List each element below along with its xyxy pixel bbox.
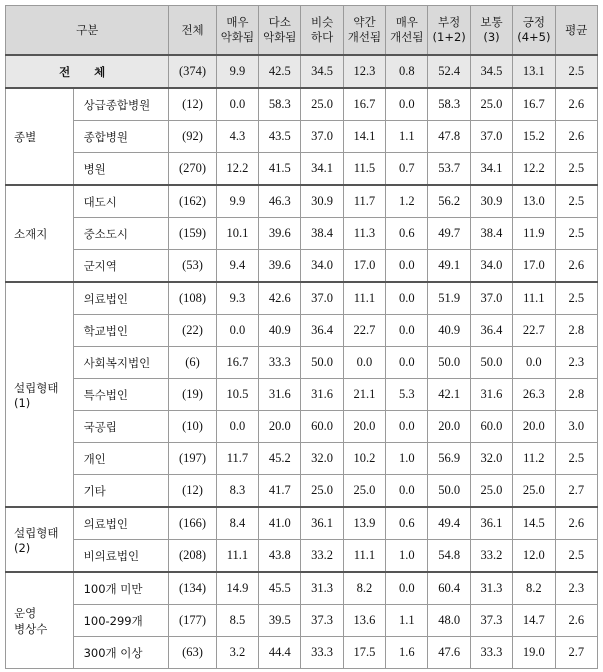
group-category: 설립형태 (2) (6, 507, 74, 572)
row-n: (197) (169, 443, 216, 475)
row-value: 2.3 (555, 572, 598, 605)
row-value: 8.5 (216, 605, 258, 637)
table-row (6, 507, 598, 540)
row-value: 50.0 (428, 475, 470, 508)
row-value: 26.3 (513, 379, 555, 411)
row-n: (22) (169, 315, 216, 347)
row-value: 2.6 (555, 88, 598, 121)
row-n: (63) (169, 637, 216, 669)
row-value: 47.6 (428, 637, 470, 669)
total-value: 34.5 (470, 55, 512, 88)
row-value: 31.6 (301, 379, 343, 411)
row-n: (134) (169, 572, 216, 605)
row-value: 13.9 (343, 507, 385, 540)
row-value: 25.0 (301, 475, 343, 508)
row-value: 3.0 (555, 411, 598, 443)
group-category: 설립형태 (1) (6, 282, 74, 507)
row-value: 10.2 (343, 443, 385, 475)
row-value: 39.6 (259, 218, 301, 250)
row-value: 58.3 (259, 88, 301, 121)
row-value: 56.2 (428, 185, 470, 218)
row-value: 31.6 (470, 379, 512, 411)
row-value: 2.5 (555, 218, 598, 250)
row-value: 2.8 (555, 379, 598, 411)
row-value: 19.0 (513, 637, 555, 669)
header-col: 평균 (555, 6, 598, 56)
row-value: 14.5 (513, 507, 555, 540)
survey-table (5, 5, 598, 669)
table-row (6, 379, 598, 411)
row-value: 3.2 (216, 637, 258, 669)
row-value: 38.4 (470, 218, 512, 250)
row-value: 0.0 (386, 250, 428, 283)
total-value: 2.5 (555, 55, 598, 88)
row-value: 2.5 (555, 282, 598, 315)
row-value: 20.0 (343, 411, 385, 443)
table-row (6, 282, 598, 315)
row-value: 4.3 (216, 121, 258, 153)
header-col: 약간 개선됨 (343, 6, 385, 56)
row-label: 100개 미만 (73, 572, 169, 605)
header-row (6, 6, 598, 56)
table-row (6, 475, 598, 508)
row-value: 33.3 (470, 637, 512, 669)
row-n: (12) (169, 88, 216, 121)
row-value: 11.9 (513, 218, 555, 250)
total-row (6, 55, 598, 88)
row-value: 37.0 (301, 282, 343, 315)
row-n: (208) (169, 540, 216, 573)
row-value: 60.4 (428, 572, 470, 605)
row-value: 2.5 (555, 443, 598, 475)
row-value: 34.0 (301, 250, 343, 283)
row-value: 11.3 (343, 218, 385, 250)
row-value: 0.0 (386, 475, 428, 508)
header-division: 구분 (6, 6, 169, 56)
row-value: 10.1 (216, 218, 258, 250)
row-value: 0.6 (386, 507, 428, 540)
row-value: 37.3 (301, 605, 343, 637)
row-value: 34.1 (470, 153, 512, 186)
table-row (6, 315, 598, 347)
row-value: 17.5 (343, 637, 385, 669)
row-value: 17.0 (343, 250, 385, 283)
header-col: 부정 (1+2) (428, 6, 470, 56)
row-value: 16.7 (343, 88, 385, 121)
row-value: 25.0 (513, 475, 555, 508)
row-value: 30.9 (301, 185, 343, 218)
row-value: 33.2 (301, 540, 343, 573)
row-value: 13.6 (343, 605, 385, 637)
row-value: 1.2 (386, 185, 428, 218)
row-value: 11.1 (343, 282, 385, 315)
row-value: 0.0 (216, 315, 258, 347)
row-n: (12) (169, 475, 216, 508)
row-value: 60.0 (470, 411, 512, 443)
row-value: 11.7 (343, 185, 385, 218)
row-value: 43.8 (259, 540, 301, 573)
row-value: 1.1 (386, 121, 428, 153)
row-value: 16.7 (513, 88, 555, 121)
total-value: 12.3 (343, 55, 385, 88)
row-value: 9.4 (216, 250, 258, 283)
row-value: 39.6 (259, 250, 301, 283)
row-label: 비의료법인 (73, 540, 169, 573)
row-n: (162) (169, 185, 216, 218)
row-value: 34.1 (301, 153, 343, 186)
row-value: 53.7 (428, 153, 470, 186)
row-value: 31.3 (470, 572, 512, 605)
row-value: 33.2 (470, 540, 512, 573)
total-value: 34.5 (301, 55, 343, 88)
row-n: (6) (169, 347, 216, 379)
row-value: 39.5 (259, 605, 301, 637)
row-value: 49.1 (428, 250, 470, 283)
row-value: 11.1 (343, 540, 385, 573)
table-row (6, 443, 598, 475)
row-value: 32.0 (301, 443, 343, 475)
row-value: 0.0 (216, 411, 258, 443)
row-label: 대도시 (73, 185, 169, 218)
row-value: 45.5 (259, 572, 301, 605)
row-value: 0.6 (386, 218, 428, 250)
row-value: 54.8 (428, 540, 470, 573)
row-value: 2.7 (555, 637, 598, 669)
total-label: 전 체 (6, 55, 169, 88)
row-label: 군지역 (73, 250, 169, 283)
row-value: 41.0 (259, 507, 301, 540)
row-label: 300개 이상 (73, 637, 169, 669)
row-value: 30.9 (470, 185, 512, 218)
row-label: 기타 (73, 475, 169, 508)
total-value: 52.4 (428, 55, 470, 88)
row-value: 34.0 (470, 250, 512, 283)
row-value: 60.0 (301, 411, 343, 443)
row-value: 49.4 (428, 507, 470, 540)
row-value: 12.2 (513, 153, 555, 186)
row-value: 36.1 (301, 507, 343, 540)
row-n: (159) (169, 218, 216, 250)
row-value: 37.0 (470, 282, 512, 315)
header-col: 긍정 (4+5) (513, 6, 555, 56)
row-value: 1.1 (386, 605, 428, 637)
table-row (6, 250, 598, 283)
table-row (6, 218, 598, 250)
row-label: 종합병원 (73, 121, 169, 153)
row-n: (92) (169, 121, 216, 153)
group-category: 운영 병상수 (6, 572, 74, 669)
row-n: (19) (169, 379, 216, 411)
group-category: 소재지 (6, 185, 74, 282)
row-value: 14.7 (513, 605, 555, 637)
row-value: 58.3 (428, 88, 470, 121)
row-label: 특수법인 (73, 379, 169, 411)
row-value: 22.7 (343, 315, 385, 347)
row-value: 11.2 (513, 443, 555, 475)
row-value: 40.9 (428, 315, 470, 347)
row-value: 2.7 (555, 475, 598, 508)
row-value: 17.0 (513, 250, 555, 283)
row-value: 2.5 (555, 185, 598, 218)
total-value: 9.9 (216, 55, 258, 88)
row-value: 9.9 (216, 185, 258, 218)
total-value: 42.5 (259, 55, 301, 88)
row-value: 2.6 (555, 121, 598, 153)
row-value: 50.0 (470, 347, 512, 379)
row-value: 0.7 (386, 153, 428, 186)
row-value: 42.6 (259, 282, 301, 315)
row-value: 32.0 (470, 443, 512, 475)
table-row (6, 605, 598, 637)
row-value: 5.3 (386, 379, 428, 411)
row-value: 8.2 (343, 572, 385, 605)
header-col: 보통 (3) (470, 6, 512, 56)
row-value: 46.3 (259, 185, 301, 218)
row-label: 국공립 (73, 411, 169, 443)
row-value: 36.4 (301, 315, 343, 347)
row-value: 47.8 (428, 121, 470, 153)
row-value: 37.0 (301, 121, 343, 153)
row-value: 14.9 (216, 572, 258, 605)
row-value: 2.6 (555, 507, 598, 540)
row-label: 중소도시 (73, 218, 169, 250)
row-value: 36.4 (470, 315, 512, 347)
row-n: (10) (169, 411, 216, 443)
row-value: 0.0 (216, 88, 258, 121)
row-value: 2.6 (555, 605, 598, 637)
row-value: 40.9 (259, 315, 301, 347)
row-value: 50.0 (301, 347, 343, 379)
row-n: (177) (169, 605, 216, 637)
row-value: 15.2 (513, 121, 555, 153)
row-value: 20.0 (513, 411, 555, 443)
row-value: 1.0 (386, 540, 428, 573)
row-value: 0.0 (386, 315, 428, 347)
row-label: 학교법인 (73, 315, 169, 347)
row-value: 20.0 (428, 411, 470, 443)
row-n: (53) (169, 250, 216, 283)
row-value: 8.2 (513, 572, 555, 605)
row-value: 0.0 (386, 572, 428, 605)
row-value: 50.0 (428, 347, 470, 379)
row-value: 11.5 (343, 153, 385, 186)
row-label: 의료법인 (73, 282, 169, 315)
row-n: (108) (169, 282, 216, 315)
table-row (6, 347, 598, 379)
row-value: 1.0 (386, 443, 428, 475)
table-row (6, 572, 598, 605)
row-value: 0.0 (386, 347, 428, 379)
row-value: 2.8 (555, 315, 598, 347)
row-value: 43.5 (259, 121, 301, 153)
row-label: 사회복지법인 (73, 347, 169, 379)
row-value: 16.7 (216, 347, 258, 379)
row-value: 48.0 (428, 605, 470, 637)
row-value: 25.0 (301, 88, 343, 121)
row-label: 100-299개 (73, 605, 169, 637)
row-value: 21.1 (343, 379, 385, 411)
row-value: 11.7 (216, 443, 258, 475)
row-value: 31.6 (259, 379, 301, 411)
table-row (6, 185, 598, 218)
row-value: 12.0 (513, 540, 555, 573)
total-value: 13.1 (513, 55, 555, 88)
row-value: 14.1 (343, 121, 385, 153)
row-value: 33.3 (301, 637, 343, 669)
total-n: (374) (169, 55, 216, 88)
row-value: 37.0 (470, 121, 512, 153)
row-n: (166) (169, 507, 216, 540)
row-value: 36.1 (470, 507, 512, 540)
row-value: 25.0 (470, 475, 512, 508)
row-value: 0.0 (343, 347, 385, 379)
row-value: 9.3 (216, 282, 258, 315)
row-value: 8.3 (216, 475, 258, 508)
row-value: 11.1 (513, 282, 555, 315)
header-col: 비슷 하다 (301, 6, 343, 56)
row-value: 2.6 (555, 250, 598, 283)
row-value: 42.1 (428, 379, 470, 411)
table-row (6, 153, 598, 186)
row-value: 2.5 (555, 540, 598, 573)
row-value: 33.3 (259, 347, 301, 379)
total-value: 0.8 (386, 55, 428, 88)
table-row (6, 88, 598, 121)
row-value: 8.4 (216, 507, 258, 540)
header-col: 매우 악화됨 (216, 6, 258, 56)
row-value: 45.2 (259, 443, 301, 475)
row-value: 2.3 (555, 347, 598, 379)
header-col: 다소 악화됨 (259, 6, 301, 56)
row-value: 49.7 (428, 218, 470, 250)
row-value: 56.9 (428, 443, 470, 475)
table-row (6, 411, 598, 443)
row-label: 의료법인 (73, 507, 169, 540)
table-row (6, 121, 598, 153)
row-value: 38.4 (301, 218, 343, 250)
group-category: 종별 (6, 88, 74, 185)
table-row (6, 637, 598, 669)
row-value: 20.0 (259, 411, 301, 443)
row-value: 12.2 (216, 153, 258, 186)
row-label: 개인 (73, 443, 169, 475)
row-value: 37.3 (470, 605, 512, 637)
row-value: 22.7 (513, 315, 555, 347)
row-value: 1.6 (386, 637, 428, 669)
row-n: (270) (169, 153, 216, 186)
table-row (6, 540, 598, 573)
row-value: 41.5 (259, 153, 301, 186)
row-value: 25.0 (343, 475, 385, 508)
row-value: 41.7 (259, 475, 301, 508)
row-value: 25.0 (470, 88, 512, 121)
header-col: 매우 개선됨 (386, 6, 428, 56)
row-value: 13.0 (513, 185, 555, 218)
row-value: 10.5 (216, 379, 258, 411)
row-label: 병원 (73, 153, 169, 186)
row-value: 44.4 (259, 637, 301, 669)
row-value: 51.9 (428, 282, 470, 315)
row-value: 0.0 (386, 282, 428, 315)
header-total: 전체 (169, 6, 216, 56)
row-value: 2.5 (555, 153, 598, 186)
row-value: 0.0 (386, 411, 428, 443)
row-value: 0.0 (386, 88, 428, 121)
row-label: 상급종합병원 (73, 88, 169, 121)
row-value: 11.1 (216, 540, 258, 573)
row-value: 0.0 (513, 347, 555, 379)
row-value: 31.3 (301, 572, 343, 605)
